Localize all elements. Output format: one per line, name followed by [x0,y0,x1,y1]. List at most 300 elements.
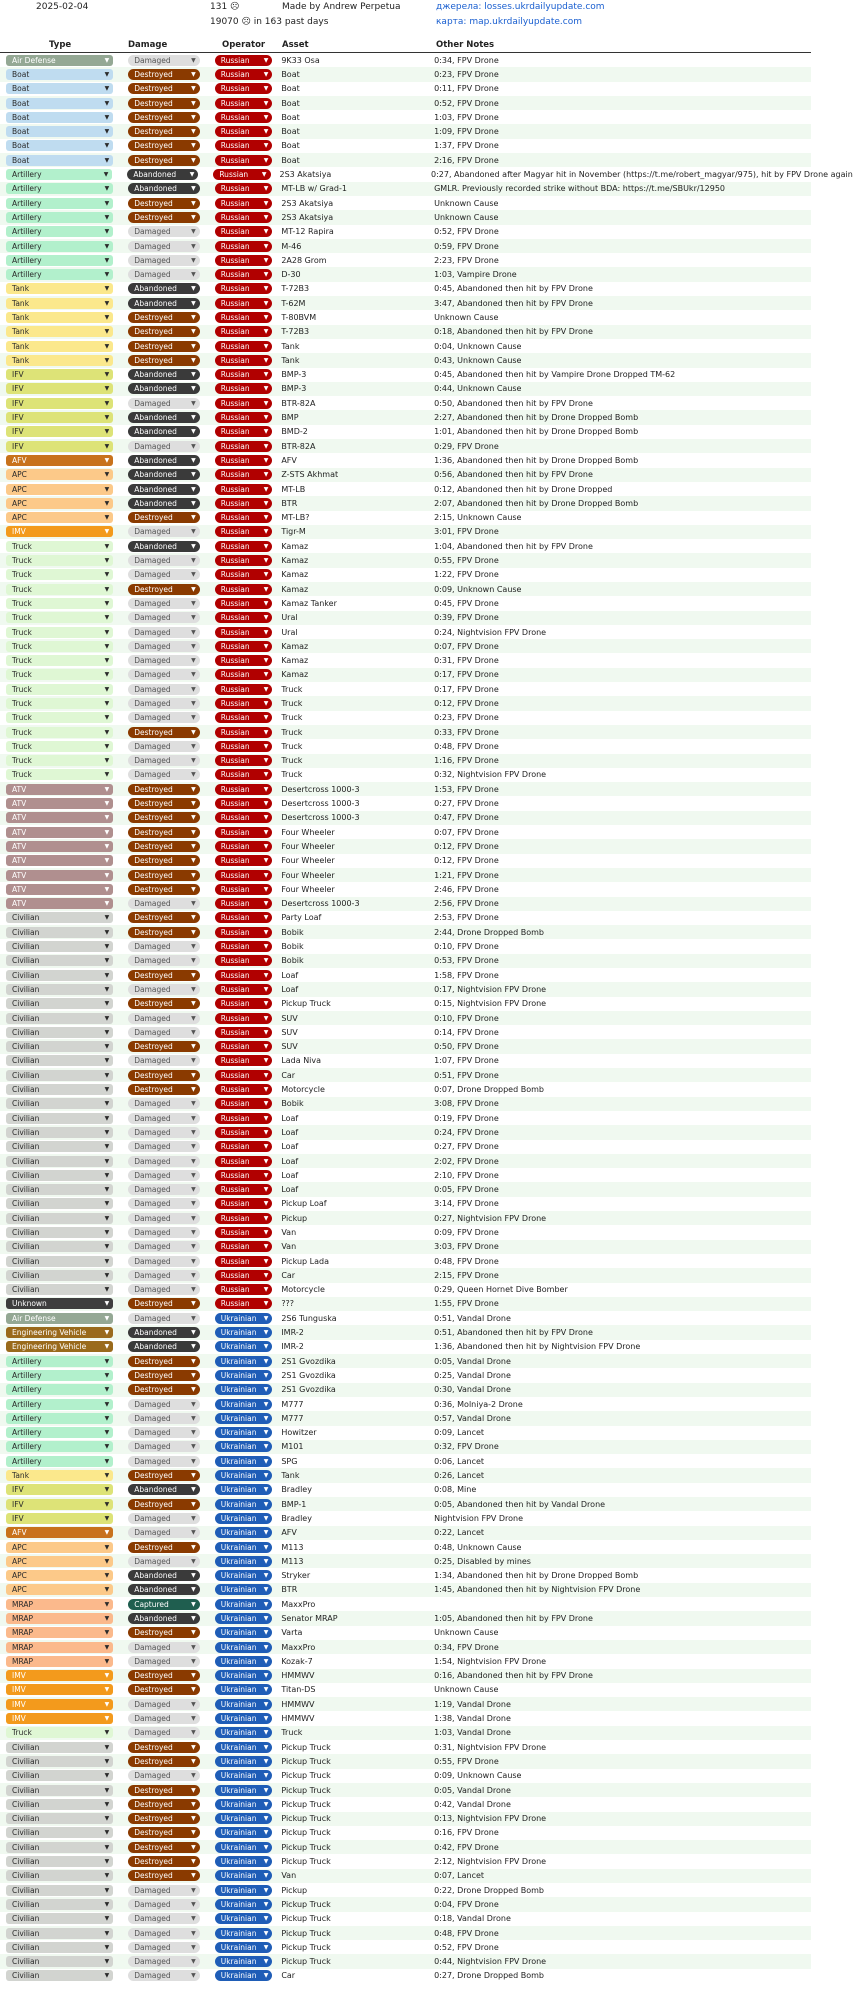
type-dropdown[interactable] [6,1241,113,1252]
chevron-down-icon[interactable]: ▼ [263,1529,269,1537]
damage-dropdown[interactable] [128,1970,200,1981]
type-dropdown[interactable] [6,512,113,523]
operator-dropdown[interactable] [215,1499,273,1510]
operator-dropdown[interactable] [215,1613,273,1624]
chevron-down-icon[interactable]: ▼ [191,328,196,336]
type-dropdown[interactable] [6,998,113,1009]
operator-dropdown[interactable] [215,1642,273,1653]
chevron-down-icon[interactable]: ▼ [263,1286,269,1294]
chevron-down-icon[interactable]: ▼ [191,1672,196,1680]
type-dropdown[interactable] [6,1456,113,1467]
chevron-down-icon[interactable]: ▼ [191,1171,196,1179]
chevron-down-icon[interactable]: ▼ [263,1414,269,1422]
type-dropdown[interactable] [6,984,113,995]
damage-dropdown[interactable] [128,1227,200,1238]
damage-dropdown[interactable] [128,455,200,466]
chevron-down-icon[interactable]: ▼ [191,943,196,951]
type-dropdown[interactable] [6,112,113,123]
damage-dropdown[interactable] [128,1256,200,1267]
chevron-down-icon[interactable]: ▼ [191,85,196,93]
chevron-down-icon[interactable]: ▼ [104,256,110,264]
damage-dropdown[interactable] [128,1627,200,1638]
damage-dropdown[interactable] [128,1341,200,1352]
chevron-down-icon[interactable]: ▼ [263,1943,269,1951]
type-dropdown[interactable] [6,1384,113,1395]
chevron-down-icon[interactable]: ▼ [263,1972,269,1980]
operator-dropdown[interactable] [215,1970,273,1981]
operator-dropdown[interactable] [215,941,273,952]
chevron-down-icon[interactable]: ▼ [191,199,196,207]
type-dropdown[interactable] [6,1799,113,1810]
chevron-down-icon[interactable]: ▼ [191,1429,196,1437]
chevron-down-icon[interactable]: ▼ [263,842,269,850]
operator-dropdown[interactable] [215,498,273,509]
damage-dropdown[interactable] [128,1127,200,1138]
operator-dropdown[interactable] [215,1727,273,1738]
chevron-down-icon[interactable]: ▼ [104,857,110,865]
chevron-down-icon[interactable]: ▼ [104,1357,110,1365]
type-dropdown[interactable] [6,355,113,366]
chevron-down-icon[interactable]: ▼ [104,542,110,550]
chevron-down-icon[interactable]: ▼ [191,1472,196,1480]
damage-dropdown[interactable] [128,484,200,495]
type-dropdown[interactable] [6,641,113,652]
chevron-down-icon[interactable]: ▼ [191,857,196,865]
chevron-down-icon[interactable]: ▼ [104,943,110,951]
chevron-down-icon[interactable]: ▼ [104,1772,110,1780]
operator-dropdown[interactable] [215,312,273,323]
chevron-down-icon[interactable]: ▼ [263,313,269,321]
operator-dropdown[interactable] [215,1370,273,1381]
damage-dropdown[interactable] [128,1427,200,1438]
chevron-down-icon[interactable]: ▼ [263,928,269,936]
chevron-down-icon[interactable]: ▼ [104,456,110,464]
operator-dropdown[interactable] [215,140,273,151]
type-dropdown[interactable] [6,498,113,509]
type-dropdown[interactable] [6,1813,113,1824]
type-dropdown[interactable] [6,684,113,695]
type-dropdown[interactable] [6,69,113,80]
chevron-down-icon[interactable]: ▼ [104,742,110,750]
damage-dropdown[interactable] [128,526,200,537]
damage-dropdown[interactable] [128,1041,200,1052]
chevron-down-icon[interactable]: ▼ [104,1171,110,1179]
chevron-down-icon[interactable]: ▼ [191,342,196,350]
operator-dropdown[interactable] [215,1113,273,1124]
chevron-down-icon[interactable]: ▼ [104,128,110,136]
type-dropdown[interactable] [6,627,113,638]
damage-dropdown[interactable] [128,941,200,952]
type-dropdown[interactable] [6,855,113,866]
chevron-down-icon[interactable]: ▼ [263,499,269,507]
operator-dropdown[interactable] [215,1241,273,1252]
chevron-down-icon[interactable]: ▼ [104,1214,110,1222]
chevron-down-icon[interactable]: ▼ [104,1586,110,1594]
chevron-down-icon[interactable]: ▼ [263,1128,269,1136]
operator-dropdown[interactable] [215,1156,273,1167]
chevron-down-icon[interactable]: ▼ [104,428,110,436]
chevron-down-icon[interactable]: ▼ [191,1615,196,1622]
chevron-down-icon[interactable]: ▼ [191,113,196,121]
chevron-down-icon[interactable]: ▼ [191,1786,196,1794]
operator-dropdown[interactable] [215,1084,273,1095]
chevron-down-icon[interactable]: ▼ [191,1143,196,1151]
damage-dropdown[interactable] [128,1913,200,1924]
operator-dropdown[interactable] [215,1055,273,1066]
chevron-down-icon[interactable]: ▼ [104,142,110,150]
type-dropdown[interactable] [6,1113,113,1124]
chevron-down-icon[interactable]: ▼ [104,985,110,993]
type-dropdown[interactable] [6,341,113,352]
chevron-down-icon[interactable]: ▼ [191,1543,196,1551]
type-dropdown[interactable] [6,1213,113,1224]
chevron-down-icon[interactable]: ▼ [263,900,269,908]
chevron-down-icon[interactable]: ▼ [104,99,110,107]
type-dropdown[interactable] [6,1699,113,1710]
chevron-down-icon[interactable]: ▼ [191,385,196,393]
operator-dropdown[interactable] [215,998,273,1009]
type-dropdown[interactable] [6,712,113,723]
operator-dropdown[interactable] [215,741,273,752]
damage-dropdown[interactable] [128,841,200,852]
chevron-down-icon[interactable]: ▼ [263,1157,269,1165]
type-dropdown[interactable] [6,812,113,823]
damage-dropdown[interactable] [128,884,200,895]
chevron-down-icon[interactable]: ▼ [104,1472,110,1480]
type-dropdown[interactable] [6,669,113,680]
chevron-down-icon[interactable]: ▼ [104,1529,110,1537]
damage-dropdown[interactable] [128,1113,200,1124]
damage-dropdown[interactable] [128,140,200,151]
chevron-down-icon[interactable]: ▼ [263,714,269,722]
type-dropdown[interactable] [6,555,113,566]
damage-dropdown[interactable] [128,769,200,780]
damage-dropdown[interactable] [128,1799,200,1810]
chevron-down-icon[interactable]: ▼ [263,757,269,765]
operator-dropdown[interactable] [215,455,273,466]
chevron-down-icon[interactable]: ▼ [263,685,269,693]
damage-dropdown[interactable] [128,598,200,609]
type-dropdown[interactable] [6,741,113,752]
chevron-down-icon[interactable]: ▼ [104,299,110,307]
type-dropdown[interactable] [6,598,113,609]
chevron-down-icon[interactable]: ▼ [191,1743,196,1751]
type-dropdown[interactable] [6,241,113,252]
chevron-down-icon[interactable]: ▼ [191,1314,196,1322]
damage-dropdown[interactable] [128,1413,200,1424]
chevron-down-icon[interactable]: ▼ [263,642,269,650]
chevron-down-icon[interactable]: ▼ [263,1829,269,1837]
damage-dropdown[interactable] [128,927,200,938]
damage-dropdown[interactable] [128,584,200,595]
chevron-down-icon[interactable]: ▼ [263,1300,269,1308]
chevron-down-icon[interactable]: ▼ [191,1800,196,1808]
damage-dropdown[interactable] [128,1013,200,1024]
chevron-down-icon[interactable]: ▼ [263,1586,269,1594]
operator-dropdown[interactable] [215,98,273,109]
type-dropdown[interactable] [6,912,113,923]
operator-dropdown[interactable] [215,612,273,623]
chevron-down-icon[interactable]: ▼ [104,414,110,422]
operator-dropdown[interactable] [215,283,273,294]
chevron-down-icon[interactable]: ▼ [104,399,110,407]
chevron-down-icon[interactable]: ▼ [191,1457,196,1465]
chevron-down-icon[interactable]: ▼ [263,971,269,979]
chevron-down-icon[interactable]: ▼ [263,857,269,865]
damage-dropdown[interactable] [128,1198,200,1209]
type-dropdown[interactable] [6,1013,113,1024]
chevron-down-icon[interactable]: ▼ [191,1757,196,1765]
chevron-down-icon[interactable]: ▼ [263,1357,269,1365]
chevron-down-icon[interactable]: ▼ [263,70,269,78]
type-dropdown[interactable] [6,769,113,780]
chevron-down-icon[interactable]: ▼ [104,1800,110,1808]
damage-dropdown[interactable] [128,912,200,923]
operator-dropdown[interactable] [215,1870,273,1881]
chevron-down-icon[interactable]: ▼ [104,1271,110,1279]
operator-dropdown[interactable] [215,1441,273,1452]
type-dropdown[interactable] [6,1070,113,1081]
chevron-down-icon[interactable]: ▼ [104,1715,110,1723]
damage-dropdown[interactable] [128,1055,200,1066]
damage-dropdown[interactable] [128,855,200,866]
type-dropdown[interactable] [6,1470,113,1481]
chevron-down-icon[interactable]: ▼ [104,1643,110,1651]
chevron-down-icon[interactable]: ▼ [263,614,269,622]
chevron-down-icon[interactable]: ▼ [263,1886,269,1894]
operator-dropdown[interactable] [215,1827,273,1838]
chevron-down-icon[interactable]: ▼ [263,1143,269,1151]
chevron-down-icon[interactable]: ▼ [104,785,110,793]
chevron-down-icon[interactable]: ▼ [104,1786,110,1794]
type-dropdown[interactable] [6,1899,113,1910]
chevron-down-icon[interactable]: ▼ [191,285,196,293]
operator-dropdown[interactable] [215,1742,273,1753]
chevron-down-icon[interactable]: ▼ [191,1329,196,1337]
chevron-down-icon[interactable]: ▼ [191,542,196,550]
chevron-down-icon[interactable]: ▼ [104,1043,110,1051]
chevron-down-icon[interactable]: ▼ [263,1858,269,1866]
operator-dropdown[interactable] [215,1198,273,1209]
chevron-down-icon[interactable]: ▼ [263,414,269,422]
chevron-down-icon[interactable]: ▼ [104,585,110,593]
operator-dropdown[interactable] [215,1013,273,1024]
chevron-down-icon[interactable]: ▼ [191,271,196,279]
type-dropdown[interactable] [6,727,113,738]
chevron-down-icon[interactable]: ▼ [263,1100,269,1108]
type-dropdown[interactable] [6,1599,113,1610]
operator-dropdown[interactable] [215,584,273,595]
chevron-down-icon[interactable]: ▼ [191,1843,196,1851]
type-dropdown[interactable] [6,1170,113,1181]
chevron-down-icon[interactable]: ▼ [191,585,196,593]
operator-dropdown[interactable] [215,827,273,838]
damage-dropdown[interactable] [128,655,200,666]
chevron-down-icon[interactable]: ▼ [104,1757,110,1765]
operator-dropdown[interactable] [215,1127,273,1138]
chevron-down-icon[interactable]: ▼ [104,1057,110,1065]
chevron-down-icon[interactable]: ▼ [191,514,196,522]
chevron-down-icon[interactable]: ▼ [104,1815,110,1823]
chevron-down-icon[interactable]: ▼ [191,1000,196,1008]
chevron-down-icon[interactable]: ▼ [191,900,196,908]
chevron-down-icon[interactable]: ▼ [104,1872,110,1880]
damage-dropdown[interactable] [128,1527,200,1538]
chevron-down-icon[interactable]: ▼ [263,1071,269,1079]
operator-dropdown[interactable] [215,326,273,337]
chevron-down-icon[interactable]: ▼ [191,599,196,607]
damage-dropdown[interactable] [128,1713,200,1724]
operator-dropdown[interactable] [215,1513,273,1524]
chevron-down-icon[interactable]: ▼ [263,1400,269,1408]
chevron-down-icon[interactable]: ▼ [263,943,269,951]
chevron-down-icon[interactable]: ▼ [191,142,196,150]
chevron-down-icon[interactable]: ▼ [261,171,267,179]
type-dropdown[interactable] [6,55,113,66]
chevron-down-icon[interactable]: ▼ [263,1028,269,1036]
chevron-down-icon[interactable]: ▼ [104,571,110,579]
type-dropdown[interactable] [6,698,113,709]
damage-dropdown[interactable] [128,283,200,294]
chevron-down-icon[interactable]: ▼ [191,1057,196,1065]
damage-dropdown[interactable] [128,1670,200,1681]
type-dropdown[interactable] [6,226,113,237]
chevron-down-icon[interactable]: ▼ [104,914,110,922]
damage-dropdown[interactable] [128,1141,200,1152]
type-dropdown[interactable] [6,1627,113,1638]
operator-dropdown[interactable] [215,1456,273,1467]
operator-dropdown[interactable] [215,298,273,309]
chevron-down-icon[interactable]: ▼ [191,1686,196,1694]
type-dropdown[interactable] [6,1913,113,1924]
chevron-down-icon[interactable]: ▼ [191,1943,196,1951]
type-dropdown[interactable] [6,655,113,666]
chevron-down-icon[interactable]: ▼ [104,642,110,650]
chevron-down-icon[interactable]: ▼ [104,1028,110,1036]
chevron-down-icon[interactable]: ▼ [104,528,110,536]
chevron-down-icon[interactable]: ▼ [263,1786,269,1794]
chevron-down-icon[interactable]: ▼ [104,1128,110,1136]
operator-dropdown[interactable] [215,1470,273,1481]
type-dropdown[interactable] [6,1270,113,1281]
type-dropdown[interactable] [6,1141,113,1152]
type-dropdown[interactable] [6,784,113,795]
operator-dropdown[interactable] [215,426,273,437]
chevron-down-icon[interactable]: ▼ [263,871,269,879]
chevron-down-icon[interactable]: ▼ [191,1028,196,1036]
chevron-down-icon[interactable]: ▼ [263,1557,269,1565]
damage-dropdown[interactable] [128,1727,200,1738]
damage-dropdown[interactable] [128,355,200,366]
chevron-down-icon[interactable]: ▼ [104,971,110,979]
damage-dropdown[interactable] [128,412,200,423]
damage-dropdown[interactable] [128,1499,200,1510]
type-dropdown[interactable] [6,1084,113,1095]
damage-dropdown[interactable] [128,1270,200,1281]
operator-dropdown[interactable] [215,898,273,909]
type-dropdown[interactable] [6,1399,113,1410]
type-dropdown[interactable] [6,1928,113,1939]
chevron-down-icon[interactable]: ▼ [263,128,269,136]
operator-dropdown[interactable] [213,169,270,180]
type-dropdown[interactable] [6,1527,113,1538]
type-dropdown[interactable] [6,1098,113,1109]
operator-dropdown[interactable] [215,1298,273,1309]
operator-dropdown[interactable] [215,1427,273,1438]
operator-dropdown[interactable] [215,870,273,881]
type-dropdown[interactable] [6,1970,113,1981]
chevron-down-icon[interactable]: ▼ [104,928,110,936]
type-dropdown[interactable] [6,1356,113,1367]
chevron-down-icon[interactable]: ▼ [104,885,110,893]
chevron-down-icon[interactable]: ▼ [191,70,196,78]
chevron-down-icon[interactable]: ▼ [191,628,196,636]
chevron-down-icon[interactable]: ▼ [191,785,196,793]
type-dropdown[interactable] [6,541,113,552]
chevron-down-icon[interactable]: ▼ [191,1386,196,1394]
chevron-down-icon[interactable]: ▼ [263,1457,269,1465]
chevron-down-icon[interactable]: ▼ [263,156,269,164]
chevron-down-icon[interactable]: ▼ [191,1271,196,1279]
chevron-down-icon[interactable]: ▼ [191,1815,196,1823]
chevron-down-icon[interactable]: ▼ [104,557,110,565]
type-dropdown[interactable] [6,369,113,380]
chevron-down-icon[interactable]: ▼ [191,1186,196,1194]
operator-dropdown[interactable] [215,1756,273,1767]
damage-dropdown[interactable] [128,1170,200,1181]
chevron-down-icon[interactable]: ▼ [104,828,110,836]
operator-dropdown[interactable] [215,984,273,995]
operator-dropdown[interactable] [215,1313,273,1324]
operator-dropdown[interactable] [215,1770,273,1781]
chevron-down-icon[interactable]: ▼ [104,1615,110,1622]
operator-dropdown[interactable] [215,1027,273,1038]
type-dropdown[interactable] [6,1127,113,1138]
operator-dropdown[interactable] [215,1384,273,1395]
type-dropdown[interactable] [6,1041,113,1052]
chevron-down-icon[interactable]: ▼ [104,342,110,350]
chevron-down-icon[interactable]: ▼ [191,685,196,693]
chevron-down-icon[interactable]: ▼ [263,456,269,464]
chevron-down-icon[interactable]: ▼ [191,356,196,364]
chevron-down-icon[interactable]: ▼ [104,1686,110,1694]
chevron-down-icon[interactable]: ▼ [191,1214,196,1222]
damage-dropdown[interactable] [128,1613,200,1624]
chevron-down-icon[interactable]: ▼ [263,1929,269,1937]
chevron-down-icon[interactable]: ▼ [191,1086,196,1094]
damage-dropdown[interactable] [128,1484,200,1495]
damage-dropdown[interactable] [128,83,200,94]
type-dropdown[interactable] [6,83,113,94]
chevron-down-icon[interactable]: ▼ [191,156,196,164]
operator-dropdown[interactable] [215,155,273,166]
chevron-down-icon[interactable]: ▼ [263,1486,269,1494]
damage-dropdown[interactable] [128,112,200,123]
chevron-down-icon[interactable]: ▼ [104,1143,110,1151]
chevron-down-icon[interactable]: ▼ [263,557,269,565]
chevron-down-icon[interactable]: ▼ [191,800,196,808]
chevron-down-icon[interactable]: ▼ [104,1486,110,1494]
chevron-down-icon[interactable]: ▼ [104,1657,110,1665]
chevron-down-icon[interactable]: ▼ [104,1700,110,1708]
type-dropdown[interactable] [6,1027,113,1038]
chevron-down-icon[interactable]: ▼ [191,700,196,707]
chevron-down-icon[interactable]: ▼ [263,485,269,493]
chevron-down-icon[interactable]: ▼ [104,1157,110,1165]
chevron-down-icon[interactable]: ▼ [104,1572,110,1580]
damage-dropdown[interactable] [128,1542,200,1553]
chevron-down-icon[interactable]: ▼ [191,1443,196,1451]
